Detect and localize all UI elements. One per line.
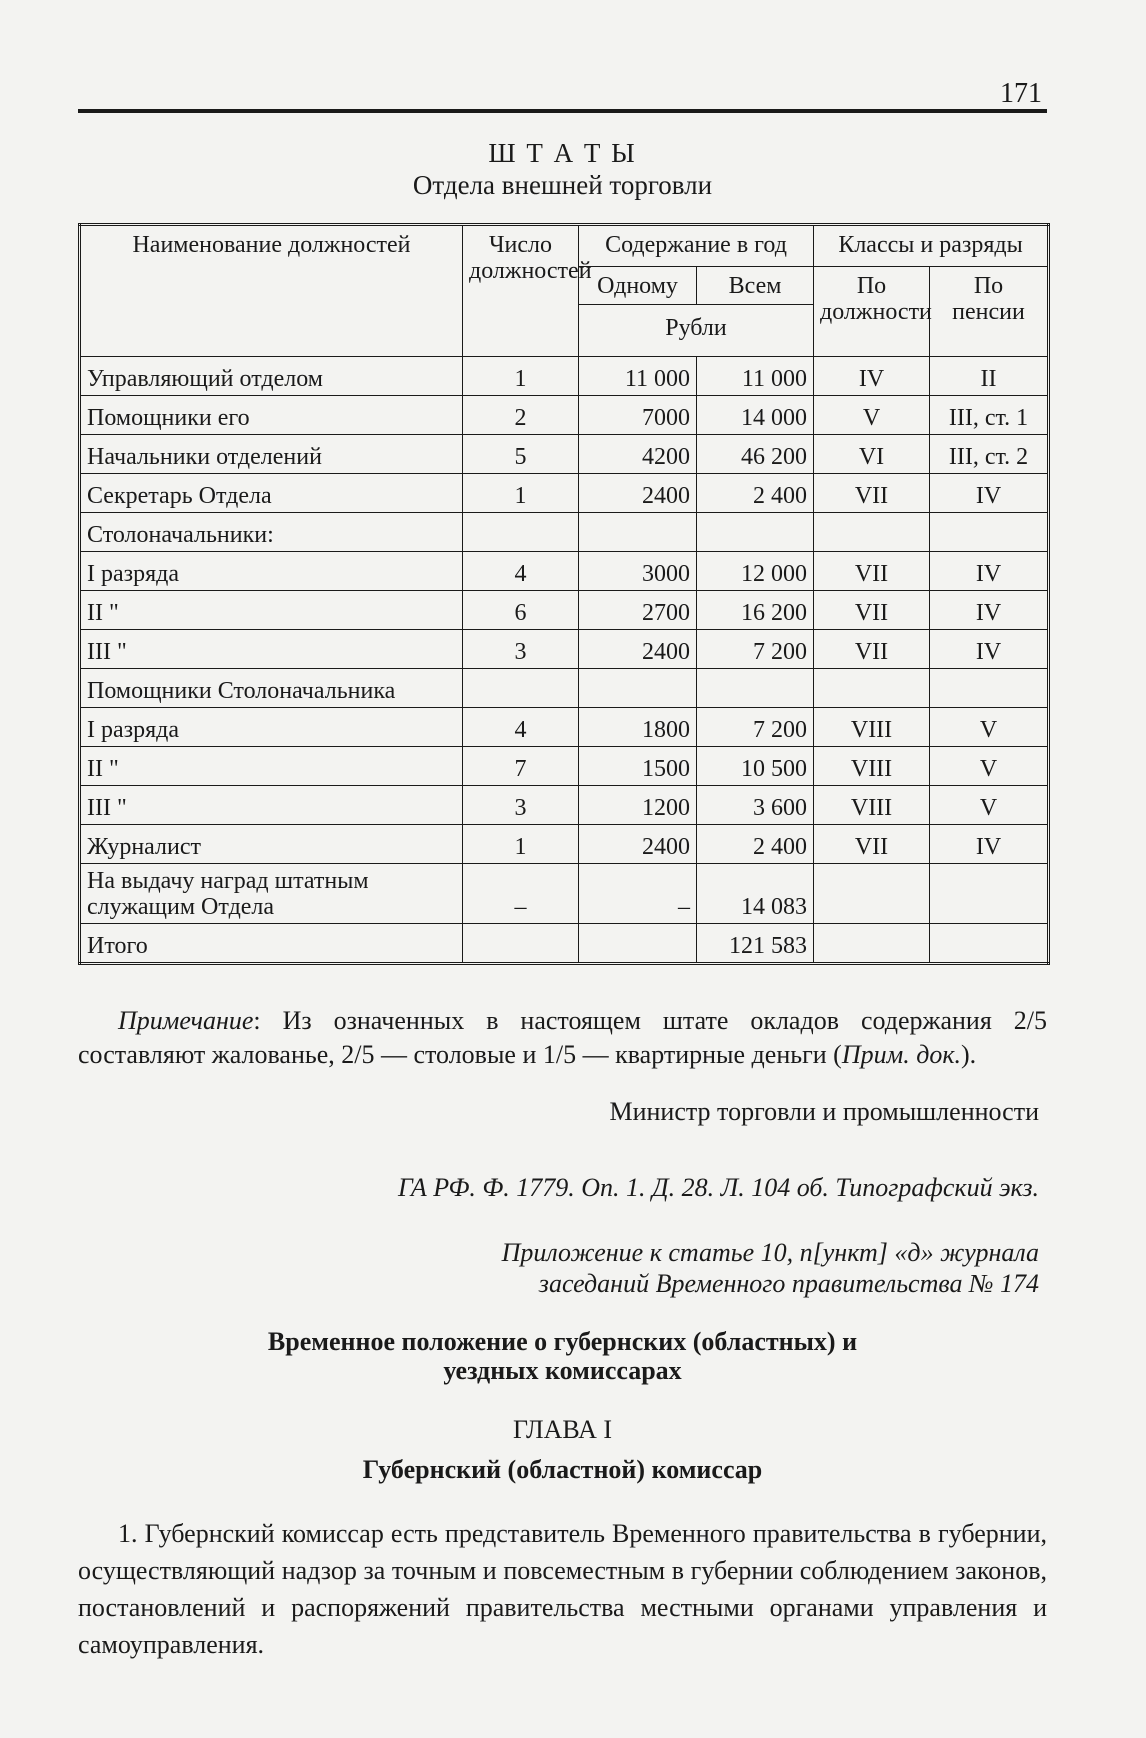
row-class-pension [930,864,1049,924]
row-total: 16 200 [697,591,814,630]
row-per-one: 1500 [579,747,697,786]
row-name: III " [80,630,463,669]
row-class-pension: IV [930,552,1049,591]
table-row [80,708,1049,747]
table-row [80,396,1049,435]
table-row [80,924,1049,964]
chapter-title: Губернский (областной) комиссар [362,1455,763,1484]
row-name: Начальники отделений [80,435,463,474]
row-per-one [579,924,697,964]
row-count: 3 [463,630,579,669]
row-class-pension [930,669,1049,708]
table-row [80,474,1049,513]
row-class-pension [930,924,1049,964]
row-name: Журналист [80,825,463,864]
row-class-position: IV [814,357,930,396]
header-rule [78,109,1047,113]
row-total: 7 200 [697,708,814,747]
row-name: Секретарь Отдела [80,474,463,513]
row-count: 6 [463,591,579,630]
row-per-one: 2700 [579,591,697,630]
row-per-one: 11 000 [579,357,697,396]
note-end: ). [961,1040,977,1069]
row-count [463,669,579,708]
row-name: Управляющий отделом [80,357,463,396]
row-total: 14 000 [697,396,814,435]
row-count [463,924,579,964]
table-subtitle: Отдела внешней торговли [412,170,713,200]
row-class-pension: IV [930,474,1049,513]
row-name: Итого [80,924,463,964]
row-per-one: 1800 [579,708,697,747]
row-count: 4 [463,708,579,747]
row-name: I разряда [80,708,463,747]
header-by-position: По должности [814,267,930,357]
row-count: 2 [463,396,579,435]
header-by-pension: По пенсии [930,267,1049,357]
row-count: 1 [463,474,579,513]
note-label: Примечание [118,1006,254,1035]
row-class-position: VIII [814,747,930,786]
row-total: 7 200 [697,630,814,669]
row-class-pension: III, ст. 1 [930,396,1049,435]
staff-table [78,223,1050,965]
row-class-position [814,864,930,924]
row-per-one: 4200 [579,435,697,474]
row-per-one: 2400 [579,825,697,864]
row-total: 11 000 [697,357,814,396]
row-class-position: VIII [814,708,930,747]
paragraph-1: 1. Губернский комиссар есть представитель Временного правительства в губернии, осуществляющий надзор за точным и повсеместным в губернии соблюдением законов, постановлений и распоряжений правительства местными органами управления и самоуправления. [78,1519,1047,1659]
row-class-position [814,513,930,552]
table-row [80,825,1049,864]
chapter-heading: ГЛАВА I [512,1415,613,1444]
table-row [80,357,1049,396]
document-title-line-1: Временное положение о губернских (областных) и [267,1327,858,1356]
row-name: II " [80,747,463,786]
row-name: III " [80,786,463,825]
table-row [80,669,1049,708]
archive-reference: ГА РФ. Ф. 1779. Оп. 1. Д. 28. Л. 104 об. Типографский экз. [398,1173,1039,1202]
row-per-one [579,513,697,552]
row-count: 7 [463,747,579,786]
row-class-pension: II [930,357,1049,396]
note-text: : Из означенных в настоящем штате окладов содержания 2/5 составляют жалованье, 2/5 — столовые и 1/5 — квартирные деньги ( [78,1006,1047,1069]
row-total: 121 583 [697,924,814,964]
header-rubles: Рубли [579,305,814,357]
row-class-pension: IV [930,591,1049,630]
header-classes: Классы и разряды [814,225,1049,267]
row-count: 5 [463,435,579,474]
row-class-position: VIII [814,786,930,825]
signature: Министр торговли и промышленности [609,1097,1039,1126]
page-number: 171 [1000,78,1042,109]
table-row [80,747,1049,786]
header-total: Всем [697,267,814,305]
row-class-pension: IV [930,630,1049,669]
row-class-pension: V [930,708,1049,747]
row-count: 1 [463,357,579,396]
row-class-position: V [814,396,930,435]
header-per-one: Одному [579,267,697,305]
row-per-one: 2400 [579,474,697,513]
row-name: Помощники его [80,396,463,435]
row-count: 4 [463,552,579,591]
row-total: 2 400 [697,825,814,864]
row-class-position: VI [814,435,930,474]
row-per-one: – [579,864,697,924]
row-class-position: VII [814,630,930,669]
row-total: 14 083 [697,864,814,924]
row-per-one: 7000 [579,396,697,435]
row-name: I разряда [80,552,463,591]
row-name: Помощники Столоначальника [80,669,463,708]
row-name: II " [80,591,463,630]
row-total: 10 500 [697,747,814,786]
table-note [78,1004,1047,1072]
row-total: 2 400 [697,474,814,513]
row-class-pension: V [930,786,1049,825]
row-count: 3 [463,786,579,825]
row-class-position [814,924,930,964]
row-class-position: VII [814,474,930,513]
row-class-pension: III, ст. 2 [930,435,1049,474]
table-row [80,591,1049,630]
row-total: 12 000 [697,552,814,591]
table-row [80,513,1049,552]
row-name: На выдачу наград штатным служащим Отдела [80,864,463,924]
row-class-position [814,669,930,708]
row-class-pension: IV [930,825,1049,864]
row-class-position: VII [814,591,930,630]
row-per-one [579,669,697,708]
row-total [697,669,814,708]
table-body [80,357,1049,964]
header-count: Число должностей [463,225,579,357]
row-total [697,513,814,552]
row-total: 3 600 [697,786,814,825]
row-total: 46 200 [697,435,814,474]
row-count: 1 [463,825,579,864]
table-row [80,864,1049,924]
table-title: Ш Т А Т Ы [488,138,637,168]
row-count [463,513,579,552]
row-per-one: 2400 [579,630,697,669]
row-per-one: 3000 [579,552,697,591]
row-class-pension [930,513,1049,552]
note-ref: Прим. док. [841,1040,962,1069]
row-class-pension: V [930,747,1049,786]
header-salary: Содержание в год [579,225,814,267]
appendix-line-1: Приложение к статье 10, п[ункт] «д» журнала [501,1238,1039,1267]
row-class-position: VII [814,552,930,591]
header-name: Наименование должностей [80,225,463,357]
appendix-line-2: заседаний Временного правительства № 174 [538,1269,1039,1298]
table-row [80,786,1049,825]
row-name: Столоначальники: [80,513,463,552]
table-row [80,435,1049,474]
table-row [80,552,1049,591]
table-row [80,630,1049,669]
row-count: – [463,864,579,924]
row-per-one: 1200 [579,786,697,825]
row-class-position: VII [814,825,930,864]
document-title-line-2: уездных комиссарах [443,1356,682,1385]
